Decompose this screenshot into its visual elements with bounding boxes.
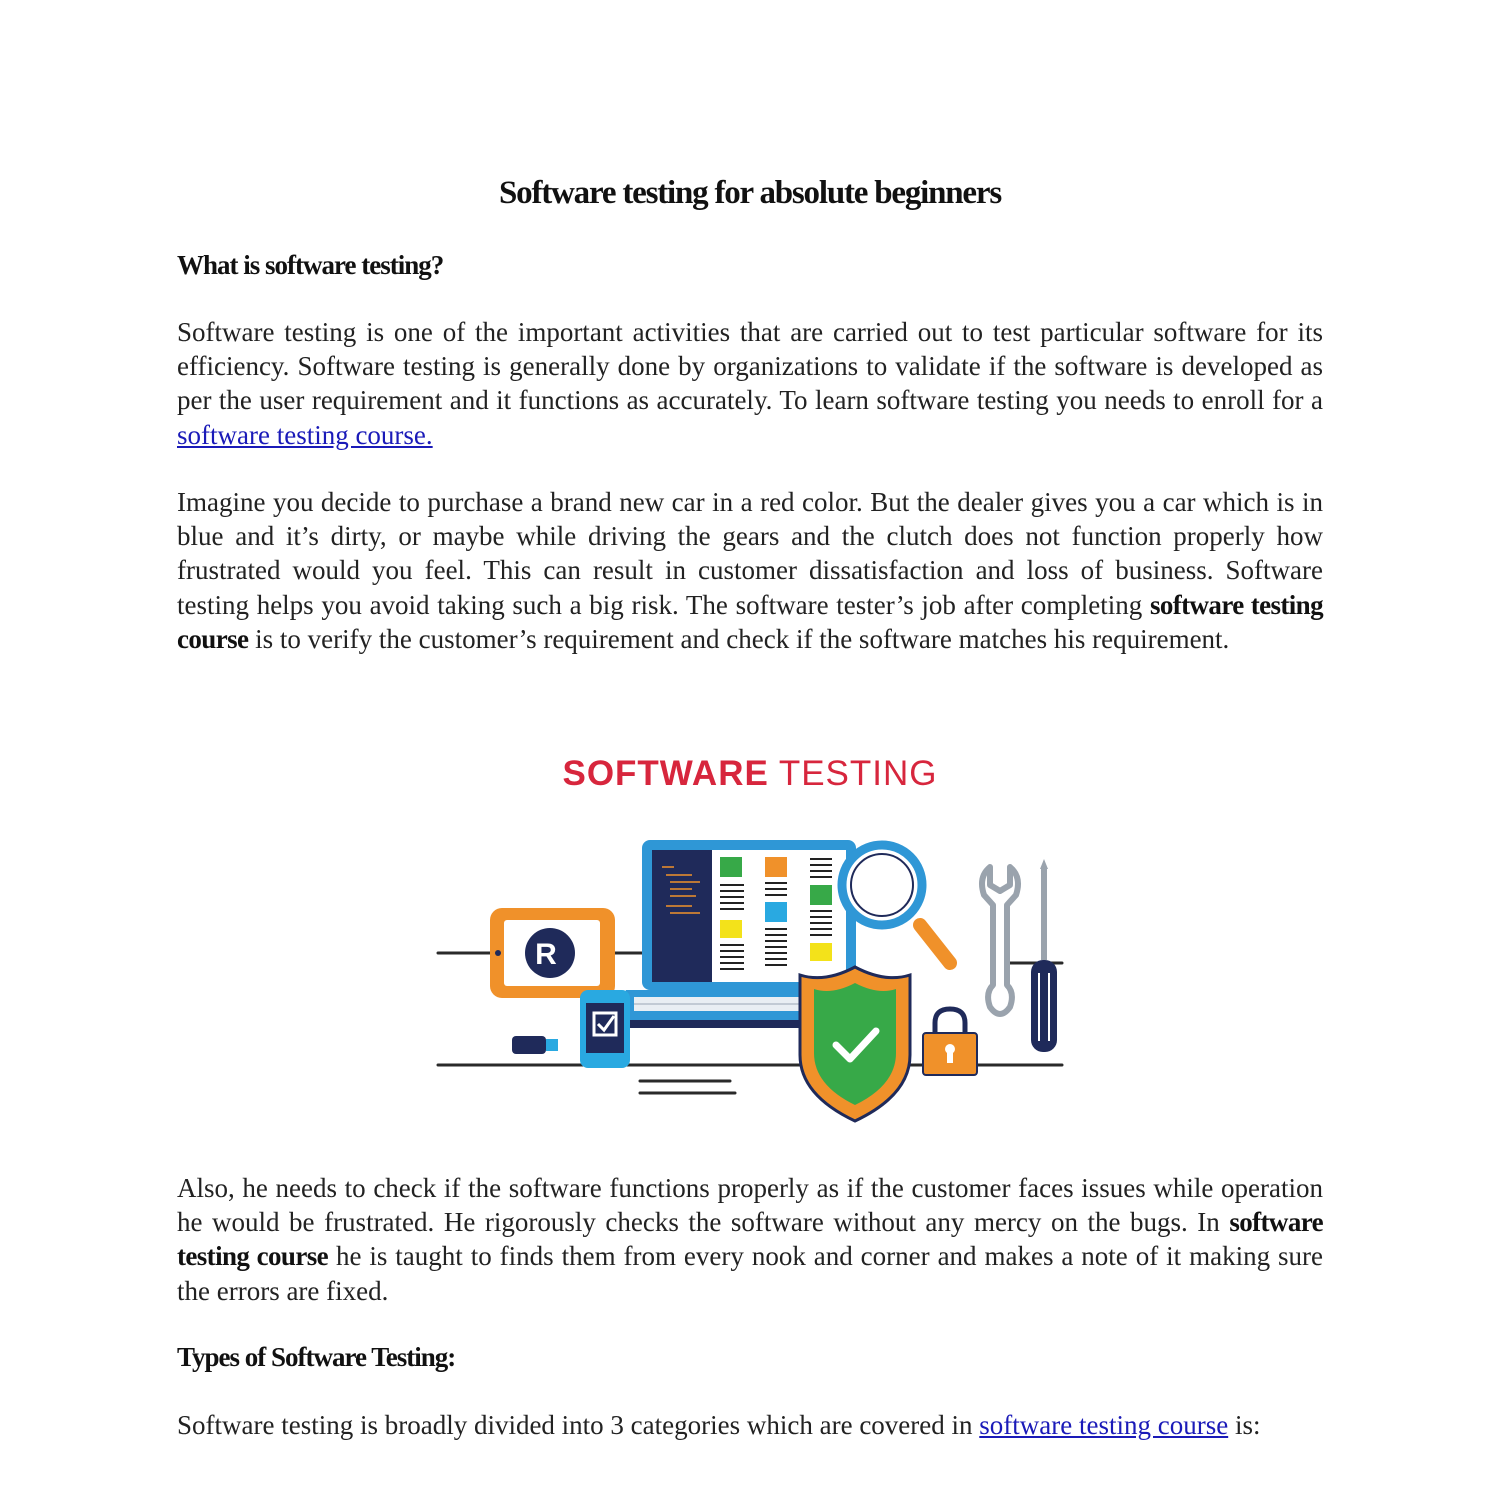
paragraph-categories-text: Software testing is broadly divided into 3 categories which are covered in (177, 1410, 980, 1440)
paragraph-categories (177, 1408, 1323, 1442)
paragraph-car-analogy (177, 485, 1323, 656)
software-testing-illustration (430, 745, 1070, 1130)
document-title: Software testing for absolute beginners (499, 175, 1001, 211)
paragraph-intro-text: Software testing is one of the important activities that are carried out to test particular software for its efficiency. Software testing is generally done by organizations to validate if the software is developed as per the user requirement and it functions as accurately. To learn software testing you needs to enroll for a (177, 317, 1323, 416)
paragraph-categories-text-b: is: (1228, 1410, 1261, 1440)
phone-check-icon (580, 990, 630, 1068)
padlock-icon (923, 1009, 977, 1075)
badge-letter: R (535, 938, 557, 971)
screwdriver-icon (1031, 859, 1057, 1052)
bold-course-term: software testing course (177, 589, 1323, 654)
paragraph-tester-duties-text-b: he is taught to finds them from every nook and corner and makes a note of it making sure the errors are fixed. (177, 1241, 1323, 1306)
paragraph-intro (177, 315, 1323, 452)
section-heading-types: Types of Software Testing: (177, 1342, 456, 1372)
wrench-icon (982, 867, 1018, 1014)
paragraph-car-analogy-text-b: is to verify the customer’s requirement and check if the software matches his requirement. (248, 623, 1230, 654)
shield-check-icon (800, 967, 910, 1121)
bold-course-term-2: software testing course (177, 1207, 1323, 1272)
illustration-caption: SOFTWARE TESTING (562, 754, 938, 793)
usb-drive-icon (512, 1036, 558, 1054)
paragraph-tester-duties-text-a: Also, he needs to check if the software functions properly as if the customer faces issues while operation he would be frustrated. He rigorously checks the software without any mercy on the bugs. In (177, 1173, 1323, 1238)
software-testing-course-link[interactable]: software testing course. (177, 419, 433, 450)
paragraph-tester-duties (177, 1171, 1323, 1308)
software-testing-course-link-2[interactable]: software testing course (979, 1410, 1229, 1440)
section-heading-what-is: What is software testing? (177, 250, 444, 280)
tablet-icon (490, 908, 615, 998)
magnifier-icon (842, 845, 950, 963)
paragraph-car-analogy-text-a: Imagine you decide to purchase a brand new car in a red color. But the dealer gives you a car which is in blue and it’s dirty, or maybe while driving the gears and the clutch does not function properly how frustrated would you feel. This can result in customer dissatisfaction and loss of business. Software testing helps you avoid taking such a big risk. The software tester’s job after completing (177, 487, 1323, 620)
